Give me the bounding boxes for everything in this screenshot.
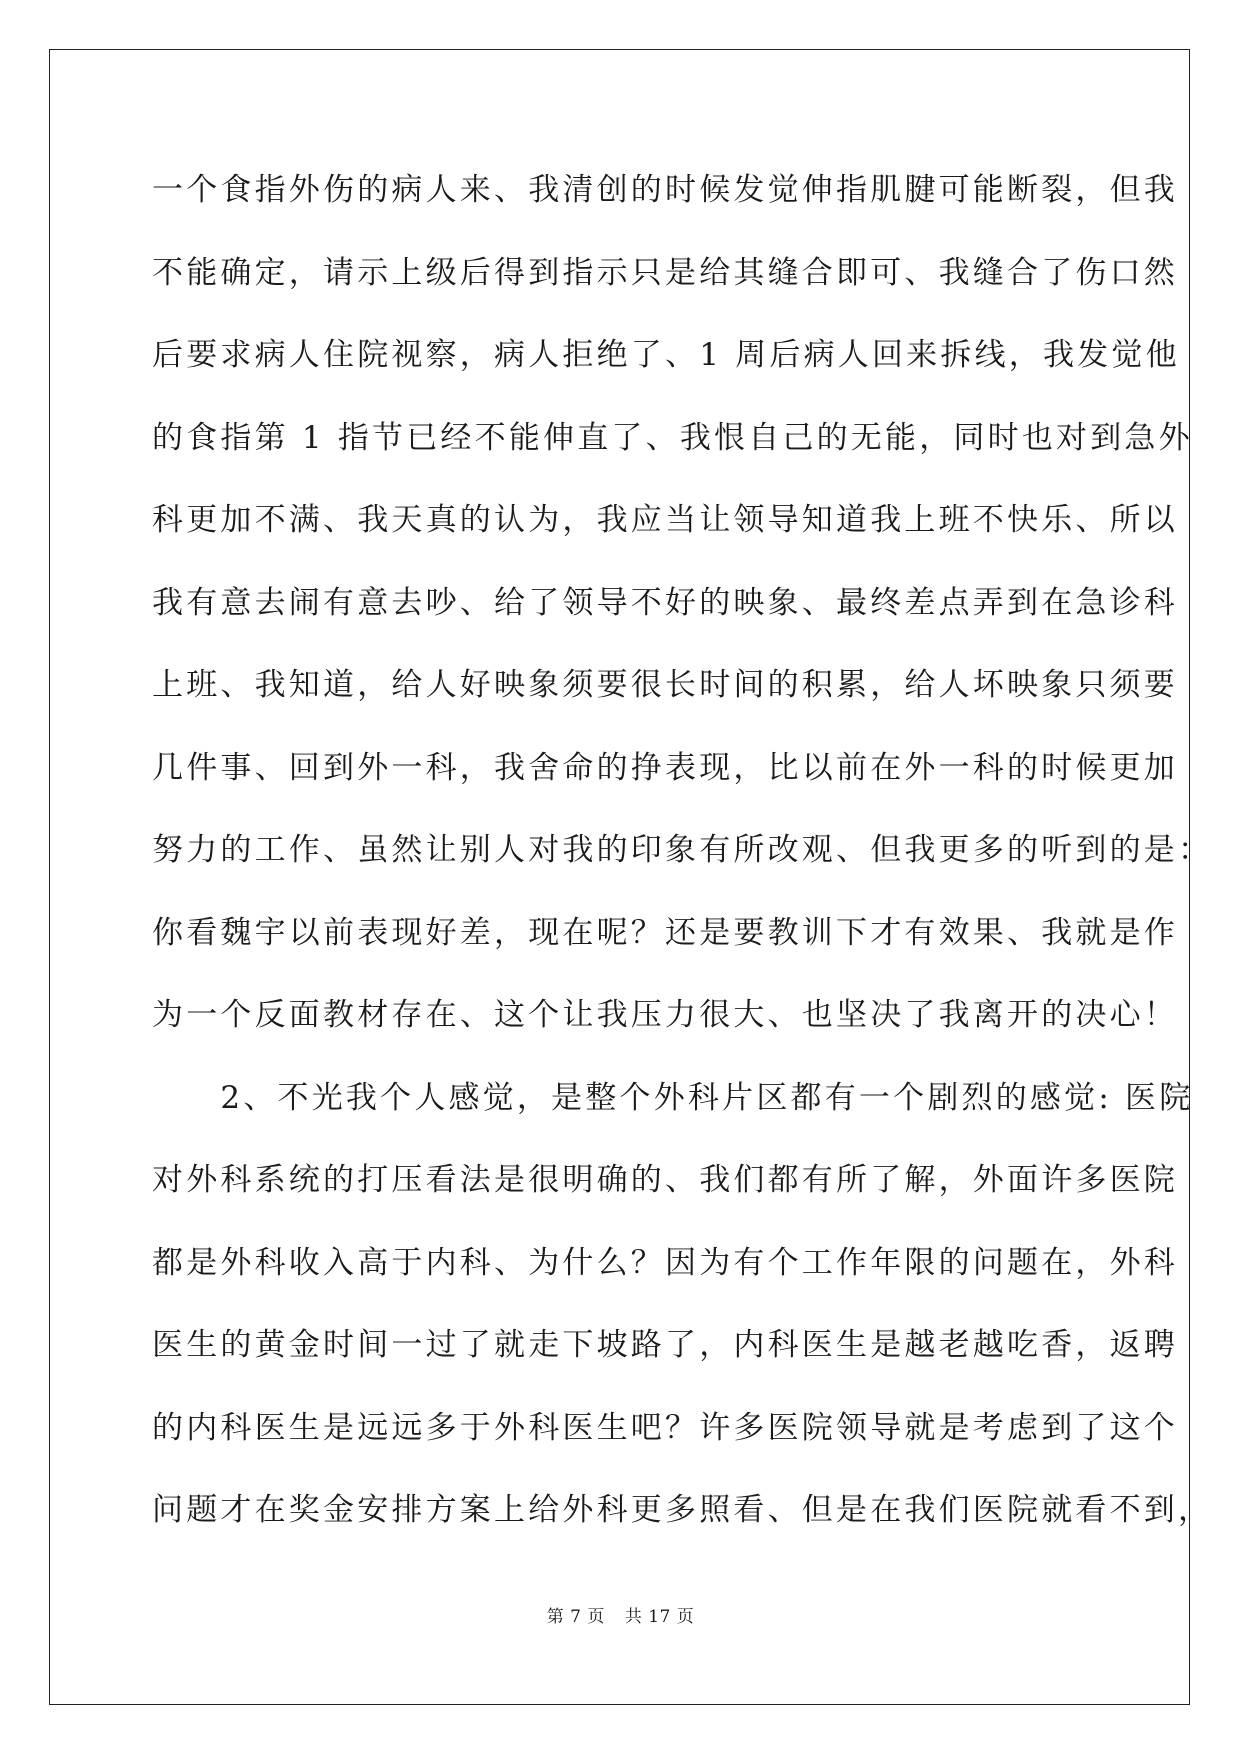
text-line: 都是外科收入高于内科、为什么？因为有个工作年限的问题在，外科 (152, 1244, 1178, 1281)
text-line: 你看魏宇以前表现好差，现在呢？还是要教训下才有效果、我就是作 (152, 914, 1178, 951)
text-line: 对外科系统的打压看法是很明确的、我们都有所了解，外面许多医院 (152, 1162, 1178, 1198)
page-number: 第 7 页 (546, 1607, 605, 1627)
text-line: 2、不光我个人感觉，是整个外科片区都有一个剧烈的感觉: 医院 (152, 1079, 1194, 1116)
text-line: 努力的工作、虽然让别人对我的印象有所改观、但我更多的听到的是： (152, 832, 1213, 868)
text-line: 科更加不满、我天真的认为，我应当让领导知道我上班不快乐、所以 (152, 502, 1178, 538)
text-line: 不能确定，请示上级后得到指示只是给其缝合即可、我缝合了伤口然 (152, 254, 1178, 291)
text-line: 的食指第 1 指节已经不能伸直了、我恨自己的无能，同时也对到急外 (152, 419, 1193, 456)
text-line: 我有意去闹有意去吵、给了领导不好的映象、最终差点弄到在急诊科 (152, 584, 1178, 621)
text-line: 几件事、回到外一科，我舍命的挣表现，比以前在外一科的时候更加 (152, 749, 1178, 786)
document-body (152, 160, 1213, 1563)
text-line: 为一个反面教材存在、这个让我压力很大、也坚决了我离开的决心！ (152, 997, 1178, 1033)
text-line: 问题才在奖金安排方案上给外科更多照看、但是在我们医院就看不到， (152, 1492, 1213, 1528)
page-total: 共 17 页 (624, 1607, 695, 1627)
text-line: 后要求病人住院视察，病人拒绝了、1 周后病人回来拆线，我发觉他 (152, 337, 1180, 373)
text-line: 一个食指外伤的病人来、我清创的时候发觉伸指肌腱可能断裂，但我 (152, 172, 1178, 208)
text-line: 的内科医生是远远多于外科医生吧？许多医院领导就是考虑到了这个 (152, 1409, 1178, 1446)
text-line: 上班、我知道，给人好映象须要很长时间的积累，给人坏映象只须要 (152, 667, 1178, 703)
text-line: 医生的黄金时间一过了就走下坡路了，内科医生是越老越吃香，返聘 (152, 1327, 1178, 1363)
page-footer (0, 1602, 1241, 1627)
